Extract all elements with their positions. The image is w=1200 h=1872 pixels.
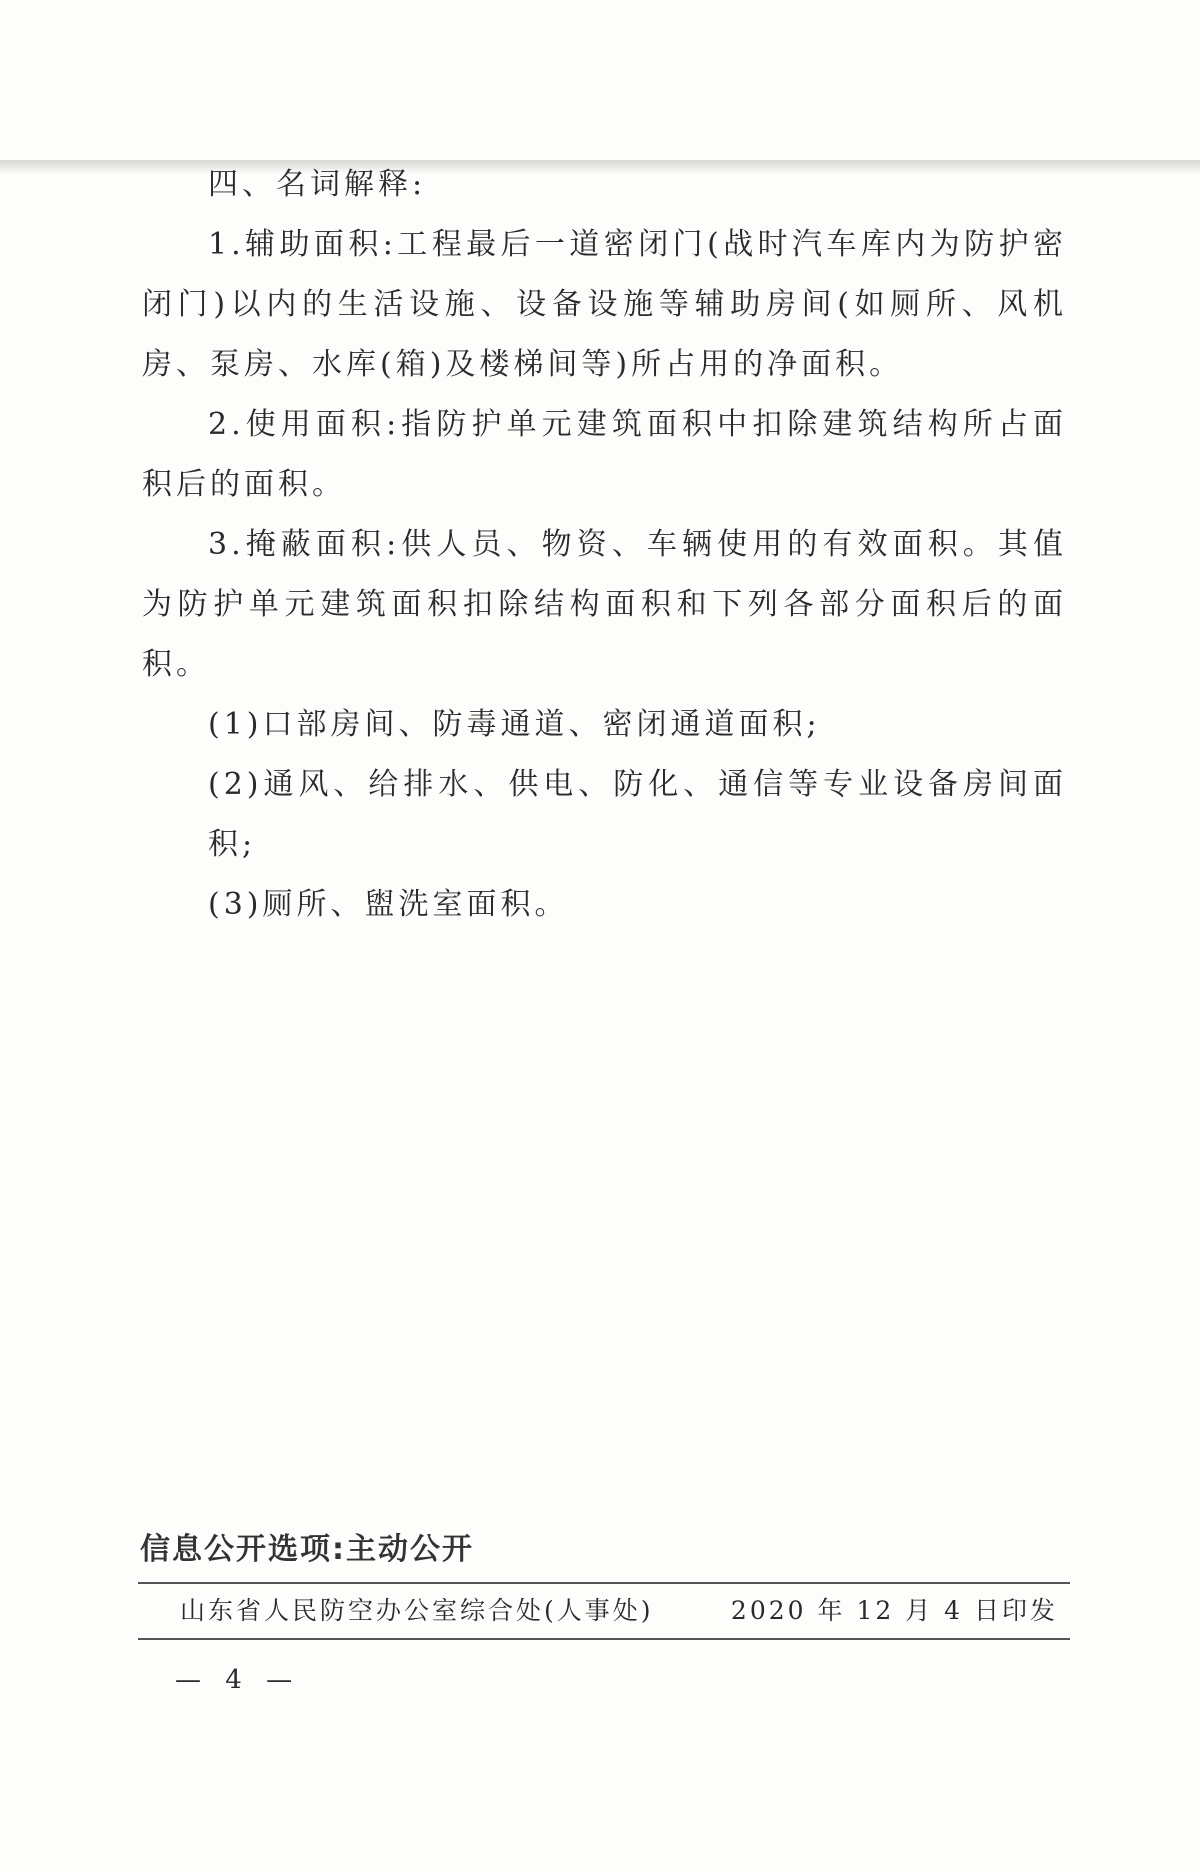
sub-item-2: (2)通风、给排水、供电、防化、通信等专业设备房间面积; (208, 767, 1067, 862)
sub-item-3: (3)厕所、盥洗室面积。 (208, 887, 569, 922)
document-footer (138, 1530, 1070, 1698)
publisher: 山东省人民防空办公室综合处(人事处) (180, 1596, 654, 1625)
disclosure-option: 信息公开选项:主动公开 (140, 1532, 474, 1567)
definition-usable-area: 2.使用面积:指防护单元建筑面积中扣除建筑结构所占面积后的面积。 (142, 407, 1067, 502)
section-heading: 四、名词解释: (208, 167, 427, 202)
footer-area (0, 1530, 1200, 1698)
issue-row (138, 1584, 1070, 1638)
issue-date: 2020 年 12 月 4 日印发 (730, 1596, 1058, 1625)
document-body (142, 160, 1067, 935)
page-number: — 4 — (175, 1665, 301, 1695)
definition-auxiliary-area: 1.辅助面积:工程最后一道密闭门(战时汽车库内为防护密闭门)以内的生活设施、设备设施等辅助房间(如厕所、风机房、泵房、水库(箱)及楼梯间等)所占用的净面积。 (142, 227, 1067, 382)
divider-bottom (138, 1638, 1070, 1640)
sub-item-1: (1)口部房间、防毒通道、密闭通道面积; (208, 707, 821, 742)
definition-shelter-area: 3.掩蔽面积:供人员、物资、车辆使用的有效面积。其值为防护单元建筑面积扣除结构面积和下列各部分面积后的面积。 (142, 527, 1067, 682)
